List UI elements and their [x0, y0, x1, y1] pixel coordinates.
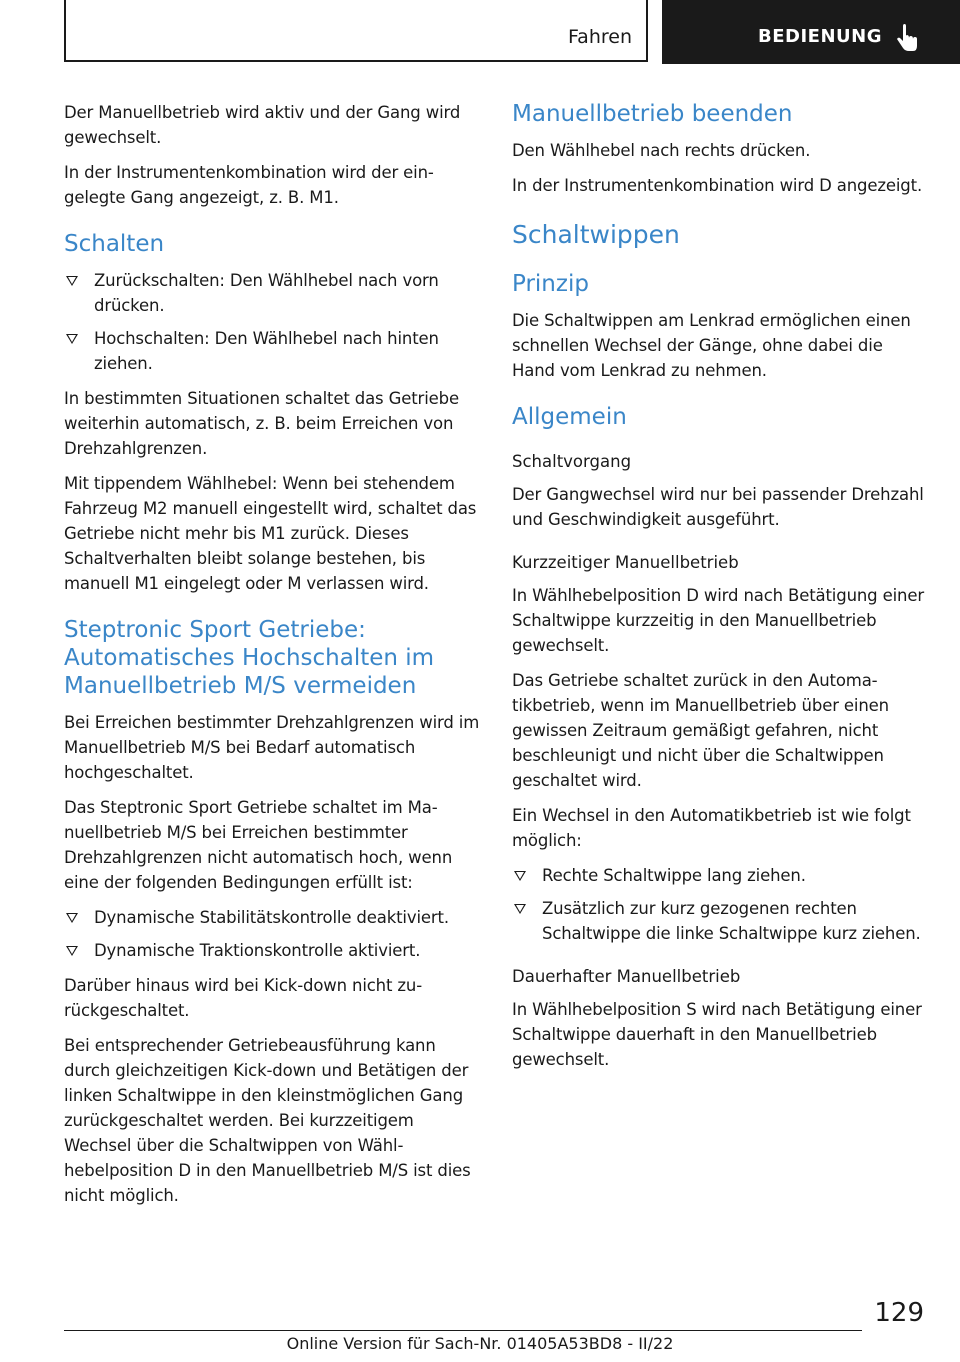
triangle-bullet-icon — [66, 946, 78, 956]
triangle-bullet-icon — [514, 871, 526, 881]
paragraph: Mit tippendem Wählhebel: Wenn bei stehendem Fahrzeug M2 manuell eingestellt wird, schaltet das Getriebe nicht mehr bis M1 zurück. Dieses Schaltverhalten bleibt solange bestehen, bis manuell M1 eingelegt oder M verlassen wird. — [64, 474, 477, 593]
heading-schaltwippen: Schaltwippen — [512, 220, 680, 249]
triangle-bullet-icon — [66, 913, 78, 923]
list-item: Dynamische Stabilitätskontrolle deaktiviert. — [64, 905, 480, 930]
chapter-tab-bedienung — [662, 0, 960, 64]
paragraph: Ein Wechsel in den Automatikbetrieb ist wie folgt möglich: — [512, 806, 911, 850]
left-column — [64, 100, 480, 1218]
list-item: Rechte Schaltwippe lang ziehen. — [512, 863, 928, 888]
heading-allgemein: Allgemein — [512, 404, 627, 430]
list-item: Zusätzlich zur kurz gezogenen rechten Schaltwippe die linke Schaltwippe kurz ziehen. — [512, 896, 928, 946]
paragraph: Der Gangwechsel wird nur bei passender Drehzahl und Geschwindigkeit ausgeführt. — [512, 485, 924, 529]
list-item: Dynamische Traktionskontrolle aktiviert. — [64, 938, 480, 963]
page-number: 129 — [874, 1298, 924, 1328]
chapter-tab-label: BEDIENUNG — [758, 26, 882, 47]
triangle-bullet-icon — [66, 276, 78, 286]
paragraph: Bei entsprechender Getriebeausführung kann durch gleichzeitigen Kick-down und Betätigen der linken Schaltwippe in den kleinstmöglichen Gang zurückgeschaltet werden. Bei kurzzeitigem Wechsel über die Schaltwippen von Wählhebelposition D in den Manuellbetrieb M/S ist dies nicht möglich. — [64, 1036, 471, 1205]
heading-dauerhafter-manuellbetrieb: Dauerhafter Manuellbetrieb — [512, 967, 741, 986]
footer-online-version: Online Version für Sach-Nr. 01405A53BD8 - II/22 — [286, 1334, 674, 1353]
schalten-list — [64, 268, 480, 376]
right-column — [512, 100, 928, 1082]
heading-manuellbetrieb-beenden: Manuellbetrieb beenden — [512, 101, 793, 127]
paragraph: In Wählhebelposition D wird nach Betätigung einer Schaltwippe kurzzeitig in den Manuellbetrieb gewechselt. — [512, 586, 924, 655]
page-header — [0, 0, 960, 66]
heading-schalten: Schalten — [64, 231, 165, 257]
section-tab-label: Fahren — [568, 26, 632, 48]
paragraph: Der Manuellbetrieb wird aktiv und der Gang wird gewechselt. — [64, 103, 461, 147]
paragraph: Die Schaltwippen am Lenkrad ermöglichen einen schnellen Wechsel der Gänge, ohne dabei die Hand vom Lenkrad zu nehmen. — [512, 311, 911, 380]
heading-schaltvorgang: Schaltvorgang — [512, 452, 632, 471]
conditions-list — [64, 905, 480, 963]
paragraph: In der Instrumentenkombination wird der eingelegte Gang angezeigt, z. B. M1. — [64, 163, 434, 207]
heading-prinzip: Prinzip — [512, 271, 589, 297]
list-item: Hochschalten: Den Wählhebel nach hinten ziehen. — [64, 326, 480, 376]
paragraph: Bei Erreichen bestimmter Drehzahlgrenzen wird im Manuellbetrieb M/S bei Bedarf automatisch hochgeschaltet. — [64, 713, 480, 782]
paragraph: Darüber hinaus wird bei Kick-down nicht zurückgeschaltet. — [64, 976, 423, 1020]
paragraph: In bestimmten Situationen schaltet das Getriebe weiterhin automatisch, z. B. beim Erreichen von Drehzahlgrenzen. — [64, 389, 459, 458]
wechsel-list — [512, 863, 928, 946]
list-item: Zurückschalten: Den Wählhebel nach vorn drücken. — [64, 268, 480, 318]
footer-divider — [64, 1330, 862, 1331]
heading-kurzzeitiger-manuellbetrieb: Kurzzeitiger Manuellbetrieb — [512, 553, 739, 572]
heading-steptronic: Steptronic Sport Getriebe: Automatisches Hochschalten im Manuellbetrieb M/S vermeiden — [64, 617, 435, 699]
paragraph: In der Instrumentenkombination wird D angezeigt. — [512, 176, 923, 195]
pointing-hand-icon — [894, 24, 920, 54]
triangle-bullet-icon — [514, 904, 526, 914]
triangle-bullet-icon — [66, 334, 78, 344]
paragraph: Das Getriebe schaltet zurück in den Automatikbetrieb, wenn im Manuellbetrieb über einen gewissen Zeitraum gemäßigt gefahren, nicht beschleunigt und nicht über die Schaltwippen geschaltet wird. — [512, 671, 889, 790]
paragraph: In Wählhebelposition S wird nach Betätigung einer Schaltwippe dauerhaft in den Manuellbetrieb gewechselt. — [512, 1000, 922, 1069]
section-tab-fahren — [64, 0, 648, 62]
paragraph: Den Wählhebel nach rechts drücken. — [512, 141, 811, 160]
paragraph: Das Steptronic Sport Getriebe schaltet im Manuellbetrieb M/S bei Erreichen bestimmter Drehzahlgrenzen nicht automatisch hoch, wenn eine der folgenden Bedingungen erfüllt ist: — [64, 798, 453, 892]
